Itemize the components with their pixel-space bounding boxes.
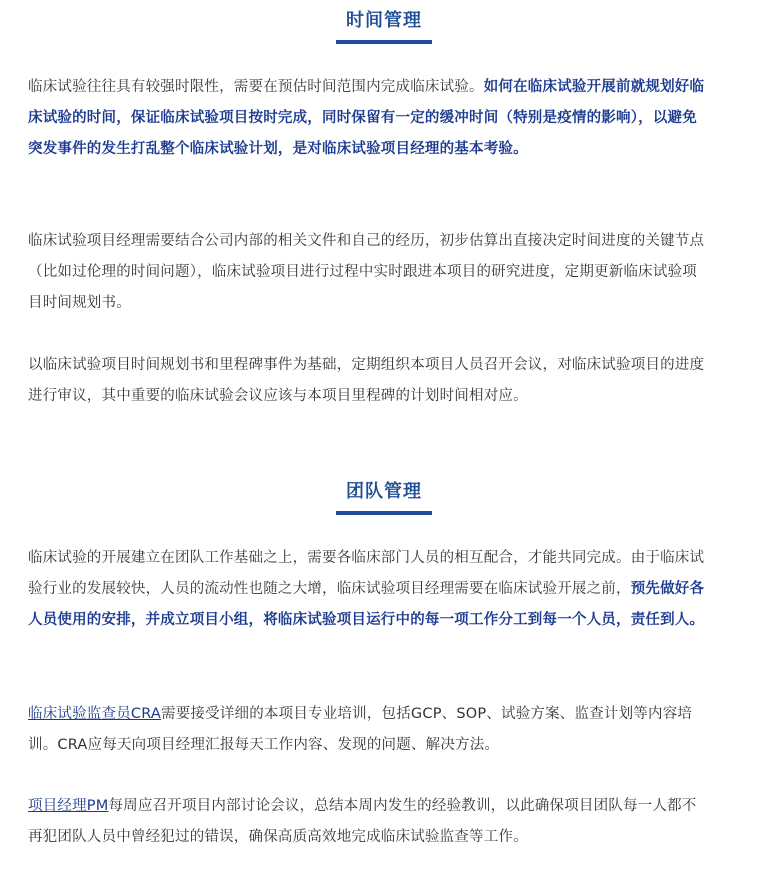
- team-paragraph-1-highlight: 预先做好各人员使用的安排，并成立项目小组，将临床试验项目运行中的每一项工作分工到每一个人员，责任到人。: [28, 581, 705, 628]
- title-underline: [336, 511, 432, 515]
- team-paragraph-1: [28, 543, 710, 636]
- time-paragraph-1: [28, 72, 710, 165]
- team-paragraph-1-text: 临床试验的开展建立在团队工作基础之上，需要各临床部门人员的相互配合，才能共同完成。由于临床试验行业的发展较快，人员的流动性也随之大增，临床试验项目经理需要在临床试验开展之前，: [28, 550, 705, 597]
- team-paragraph-3-text: 每周应召开项目内部讨论会议，总结本周内发生的经验教训，以此确保项目团队每一人都不再犯团队人员中曾经犯过的错误，确保高质高效地完成临床试验监查等工作。: [28, 798, 697, 845]
- section-title-time-management: 时间管理: [346, 10, 422, 31]
- section-title-team-management: 团队管理: [346, 481, 422, 502]
- time-paragraph-1-text: 临床试验往往具有较强时限性，需要在预估时间范围内完成临床试验。: [28, 79, 484, 95]
- pm-link[interactable]: 项目经理PM: [28, 798, 109, 814]
- time-paragraph-1-highlight: 如何在临床试验开展前就规划好临床试验的时间，保证临床试验项目按时完成，同时保留有一定的缓冲时间（特别是疫情的影响），以避免突发事件的发生打乱整个临床试验计划，是对临床试验项目经理的基本考验。: [28, 79, 705, 157]
- section-time-management-heading: [0, 8, 768, 44]
- cra-link[interactable]: 临床试验监查员CRA: [28, 706, 162, 722]
- title-underline: [336, 40, 432, 44]
- time-paragraph-2: 临床试验项目经理需要结合公司内部的相关文件和自己的经历，初步估算出直接决定时间进度的关键节点（比如过伦理的时间问题），临床试验项目进行过程中实时跟进本项目的研究进度，定期更新临床试验项目时间规划书。: [28, 233, 705, 311]
- team-paragraph-3: [28, 791, 710, 853]
- section-team-management-heading: [0, 479, 768, 515]
- team-paragraph-2-text: 需要接受详细的本项目专业培训，包括GCP、SOP、试验方案、监查计划等内容培训。CRA应每天向项目经理汇报每天工作内容、发现的问题、解决方法。: [28, 706, 693, 753]
- team-paragraph-2: [28, 699, 710, 761]
- time-paragraph-3: 以临床试验项目时间规划书和里程碑事件为基础，定期组织本项目人员召开会议，对临床试验项目的进度进行审议，其中重要的临床试验会议应该与本项目里程碑的计划时间相对应。: [28, 357, 705, 404]
